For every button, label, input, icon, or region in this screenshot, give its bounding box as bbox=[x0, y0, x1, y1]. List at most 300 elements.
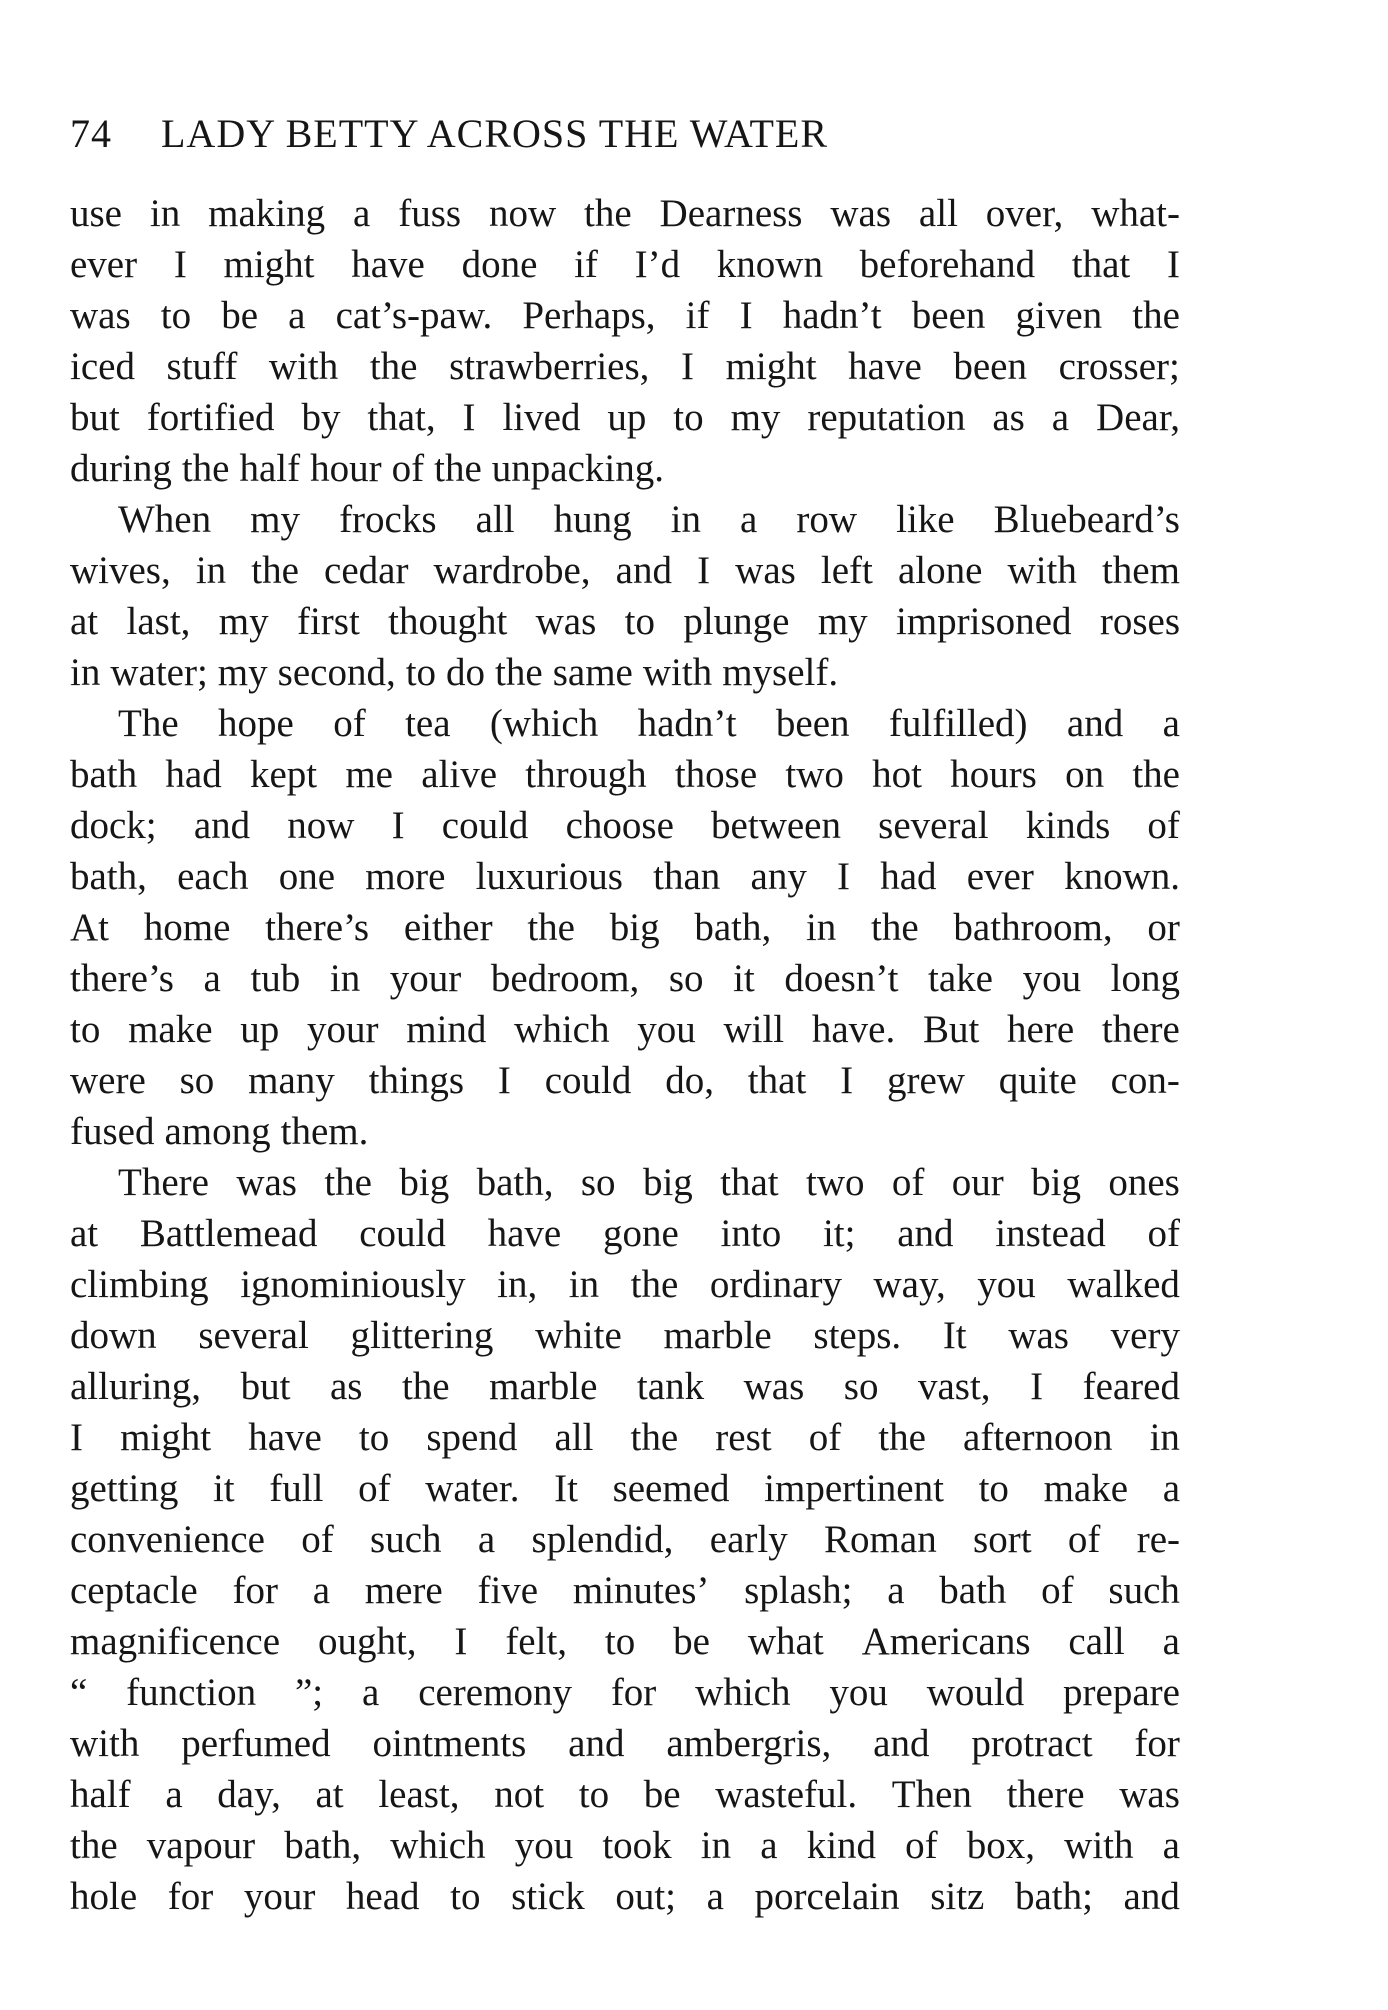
word: any bbox=[750, 855, 807, 898]
word: the bbox=[527, 906, 575, 949]
word: me bbox=[345, 753, 393, 796]
word: you bbox=[637, 1008, 696, 1051]
word: to bbox=[358, 1416, 390, 1459]
word: I bbox=[497, 1059, 511, 1102]
word: day, bbox=[217, 1773, 281, 1816]
word: tea bbox=[405, 702, 451, 745]
word: with bbox=[642, 651, 713, 694]
word: have bbox=[248, 1416, 322, 1459]
text-line bbox=[70, 392, 1180, 443]
word: out; bbox=[615, 1875, 677, 1918]
word: vapour bbox=[146, 1824, 256, 1867]
word: thought bbox=[388, 600, 508, 643]
word: up bbox=[607, 396, 647, 439]
word: big bbox=[642, 1161, 693, 1204]
word: function bbox=[126, 1671, 257, 1714]
word: of bbox=[333, 702, 366, 745]
text-line bbox=[70, 188, 1180, 239]
text-line bbox=[70, 494, 1180, 545]
text-line bbox=[70, 749, 1180, 800]
word: a bbox=[1051, 396, 1070, 439]
word: the bbox=[495, 651, 543, 694]
word: or bbox=[1147, 906, 1180, 949]
word: the bbox=[630, 1416, 679, 1459]
word: Dearness bbox=[659, 192, 803, 235]
word: tub bbox=[250, 957, 301, 1000]
word: afternoon bbox=[963, 1416, 1113, 1459]
word: them bbox=[1101, 549, 1180, 592]
word: quite bbox=[998, 1059, 1077, 1102]
word: in bbox=[700, 1824, 732, 1867]
word: Bluebeard’s bbox=[993, 498, 1180, 541]
word: box, bbox=[966, 1824, 1036, 1867]
text-line bbox=[70, 1463, 1180, 1514]
word: to bbox=[405, 651, 437, 694]
word: there’s bbox=[70, 957, 174, 1000]
word: which bbox=[390, 1824, 486, 1867]
paragraph bbox=[70, 494, 1180, 698]
word: full bbox=[269, 1467, 324, 1510]
word: to bbox=[450, 1875, 481, 1918]
word: for bbox=[232, 1569, 278, 1612]
word: bath bbox=[70, 753, 138, 796]
word: At bbox=[70, 906, 109, 949]
word: of bbox=[358, 1467, 391, 1510]
word: the bbox=[434, 447, 482, 490]
word: bath, bbox=[284, 1824, 362, 1867]
word: beforehand bbox=[859, 243, 1036, 286]
word: in bbox=[1149, 1416, 1180, 1459]
word: with bbox=[70, 1722, 140, 1765]
word: of bbox=[1147, 804, 1180, 847]
word: use bbox=[70, 192, 122, 235]
word: was bbox=[535, 600, 597, 643]
word: I bbox=[462, 396, 476, 439]
word: each bbox=[177, 855, 249, 898]
word: the bbox=[251, 549, 299, 592]
word: splash; bbox=[744, 1569, 853, 1612]
word: so bbox=[580, 1161, 616, 1204]
word: as bbox=[329, 1365, 363, 1408]
word: all bbox=[918, 192, 958, 235]
word: as bbox=[992, 396, 1025, 439]
word: make bbox=[1043, 1467, 1129, 1510]
word: there bbox=[1101, 1008, 1180, 1051]
word: was bbox=[236, 1161, 297, 1204]
word: to bbox=[160, 294, 192, 337]
word: dock; bbox=[70, 804, 157, 847]
word: the bbox=[1132, 753, 1180, 796]
word: with bbox=[268, 345, 339, 388]
paragraph bbox=[70, 1157, 1180, 1922]
word: at bbox=[70, 600, 99, 643]
word: might bbox=[725, 345, 817, 388]
word: of bbox=[1067, 1518, 1101, 1561]
word: unpacking. bbox=[491, 447, 664, 490]
word: big bbox=[399, 1161, 450, 1204]
word: what- bbox=[1091, 192, 1180, 235]
word: of bbox=[391, 447, 425, 490]
word: perfumed bbox=[181, 1722, 331, 1765]
word: climbing bbox=[70, 1263, 209, 1306]
word: ignominiously bbox=[240, 1263, 466, 1306]
word: wives, bbox=[70, 549, 171, 592]
word: for bbox=[1134, 1722, 1180, 1765]
word: make bbox=[128, 1008, 213, 1051]
word: a bbox=[1162, 702, 1180, 745]
word: con- bbox=[1110, 1059, 1180, 1102]
word: them. bbox=[280, 1110, 369, 1153]
word: water; bbox=[110, 651, 208, 694]
word: ambergris, bbox=[666, 1722, 832, 1765]
word: fused bbox=[70, 1110, 155, 1153]
word: on bbox=[1065, 753, 1105, 796]
word: the bbox=[181, 447, 230, 490]
word: those bbox=[674, 753, 758, 796]
word: was bbox=[735, 549, 796, 592]
word: ever bbox=[966, 855, 1034, 898]
word: was bbox=[743, 1365, 805, 1408]
word: in, bbox=[497, 1263, 538, 1306]
word: so bbox=[668, 957, 704, 1000]
word: row bbox=[796, 498, 858, 541]
text-line bbox=[70, 1310, 1180, 1361]
word: my bbox=[217, 651, 268, 694]
word: gone bbox=[602, 1212, 679, 1255]
word: might bbox=[223, 243, 315, 286]
word: It bbox=[554, 1467, 578, 1510]
word: you bbox=[829, 1671, 888, 1714]
word: there’s bbox=[265, 906, 370, 949]
word: in bbox=[805, 906, 837, 949]
word: a bbox=[887, 1569, 905, 1612]
word: have bbox=[351, 243, 425, 286]
word: your bbox=[243, 1875, 316, 1918]
word: of bbox=[301, 1518, 334, 1561]
word: all bbox=[475, 498, 515, 541]
page-number: 74 bbox=[70, 111, 112, 156]
word: you bbox=[1022, 957, 1082, 1000]
word: a bbox=[477, 1518, 496, 1561]
word: left bbox=[820, 549, 873, 592]
text-line bbox=[70, 1718, 1180, 1769]
word: Dear, bbox=[1096, 396, 1180, 439]
text-line bbox=[70, 1208, 1180, 1259]
word: stick bbox=[511, 1875, 585, 1918]
word: wardrobe, bbox=[433, 549, 591, 592]
word: which bbox=[695, 1671, 791, 1714]
word: between bbox=[711, 804, 841, 847]
word: here bbox=[1007, 1008, 1075, 1051]
word: marble bbox=[489, 1365, 598, 1408]
word: and bbox=[897, 1212, 954, 1255]
word: head bbox=[345, 1875, 420, 1918]
word: water. bbox=[425, 1467, 520, 1510]
word: making bbox=[208, 192, 326, 235]
word: be bbox=[643, 1773, 681, 1816]
word: among bbox=[164, 1110, 271, 1153]
word: it bbox=[212, 1467, 235, 1510]
word: in bbox=[149, 192, 181, 235]
word: bath, bbox=[476, 1161, 554, 1204]
word: “ bbox=[70, 1671, 88, 1714]
paragraph bbox=[70, 698, 1180, 1157]
word: way, bbox=[873, 1263, 946, 1306]
word: in bbox=[329, 957, 361, 1000]
word: ordinary bbox=[709, 1263, 842, 1306]
word: first bbox=[296, 600, 360, 643]
word: could bbox=[441, 804, 529, 847]
word: instead bbox=[995, 1212, 1106, 1255]
word: hope bbox=[218, 702, 294, 745]
text-line bbox=[70, 545, 1180, 596]
word: many bbox=[248, 1059, 335, 1102]
word: was bbox=[1008, 1314, 1069, 1357]
word: lived bbox=[502, 396, 581, 439]
word: home bbox=[143, 906, 231, 949]
word: a bbox=[203, 957, 221, 1000]
text-line bbox=[70, 1106, 1180, 1157]
word: reputation bbox=[807, 396, 966, 439]
word: take bbox=[928, 957, 993, 1000]
word: hadn’t bbox=[637, 702, 737, 745]
word: the bbox=[871, 906, 919, 949]
word: such bbox=[1108, 1569, 1180, 1612]
word: your bbox=[389, 957, 462, 1000]
word: of bbox=[1147, 1212, 1180, 1255]
word: you bbox=[514, 1824, 574, 1867]
word: iced bbox=[70, 345, 135, 388]
word: the bbox=[401, 1365, 450, 1408]
word: least, bbox=[378, 1773, 460, 1816]
word: was bbox=[1119, 1773, 1180, 1816]
paragraph bbox=[70, 188, 1180, 494]
word: five bbox=[477, 1569, 539, 1612]
word: I bbox=[1166, 243, 1180, 286]
word: roses bbox=[1099, 600, 1180, 643]
word: in bbox=[568, 1263, 600, 1306]
word: rest bbox=[715, 1416, 772, 1459]
text-line bbox=[70, 1259, 1180, 1310]
word: alluring, bbox=[70, 1365, 202, 1408]
word: to bbox=[978, 1467, 1009, 1510]
word: but bbox=[70, 396, 120, 439]
word: ointments bbox=[372, 1722, 527, 1765]
word: I bbox=[837, 855, 851, 898]
word: prepare bbox=[1063, 1671, 1180, 1714]
text-line bbox=[70, 1769, 1180, 1820]
word: have. bbox=[811, 1008, 896, 1051]
word: one bbox=[278, 855, 336, 898]
word: mind bbox=[406, 1008, 487, 1051]
word: convenience bbox=[70, 1518, 265, 1561]
word: you bbox=[977, 1263, 1036, 1306]
word: was bbox=[830, 192, 892, 235]
word: hours bbox=[950, 753, 1037, 796]
word: imprisoned bbox=[896, 600, 1072, 643]
word: took bbox=[602, 1824, 672, 1867]
word: I bbox=[1030, 1365, 1044, 1408]
word: choose bbox=[565, 804, 674, 847]
word: wasteful. bbox=[715, 1773, 858, 1816]
word: and bbox=[1066, 702, 1124, 745]
word: and bbox=[1123, 1875, 1180, 1918]
word: early bbox=[709, 1518, 788, 1561]
word: a bbox=[1162, 1620, 1180, 1663]
word: Roman bbox=[824, 1518, 937, 1561]
word: white bbox=[535, 1314, 622, 1357]
word: Battlemead bbox=[139, 1212, 318, 1255]
word: been bbox=[911, 294, 986, 337]
text-line bbox=[70, 1820, 1180, 1871]
word: vast, bbox=[917, 1365, 991, 1408]
word: porcelain bbox=[754, 1875, 900, 1918]
word: to bbox=[624, 600, 655, 643]
word: kinds bbox=[1025, 804, 1111, 847]
word: either bbox=[403, 906, 493, 949]
word: the bbox=[630, 1263, 679, 1306]
word: over, bbox=[985, 192, 1064, 235]
word: hadn’t bbox=[782, 294, 882, 337]
word: very bbox=[1110, 1314, 1180, 1357]
word: my bbox=[250, 498, 301, 541]
word: more bbox=[365, 855, 446, 898]
word: fulfilled) bbox=[888, 702, 1028, 745]
word: in bbox=[70, 651, 101, 694]
word: I’d bbox=[634, 243, 681, 286]
word: There bbox=[118, 1161, 209, 1204]
word: it bbox=[733, 957, 755, 1000]
word: I bbox=[454, 1620, 468, 1663]
word: could bbox=[359, 1212, 446, 1255]
word: spend bbox=[426, 1416, 518, 1459]
word: impertinent bbox=[764, 1467, 944, 1510]
word: bath; bbox=[1014, 1875, 1093, 1918]
word: bath, bbox=[694, 906, 772, 949]
word: two bbox=[806, 1161, 865, 1204]
word: ever bbox=[70, 243, 138, 286]
word: several bbox=[878, 804, 989, 847]
word: will bbox=[723, 1008, 785, 1051]
word: sitz bbox=[930, 1875, 985, 1918]
word: all bbox=[554, 1416, 594, 1459]
word: such bbox=[370, 1518, 442, 1561]
text-line bbox=[70, 800, 1180, 851]
word: given bbox=[1015, 294, 1103, 337]
word: I bbox=[70, 1416, 83, 1459]
text-line bbox=[70, 1514, 1180, 1565]
word: hung bbox=[553, 498, 632, 541]
word: at bbox=[315, 1773, 344, 1816]
word: hour bbox=[310, 447, 382, 490]
word: like bbox=[896, 498, 955, 541]
word: and bbox=[873, 1722, 930, 1765]
word: into bbox=[720, 1212, 782, 1255]
word: (which bbox=[489, 702, 599, 745]
word: a bbox=[362, 1671, 380, 1714]
running-head bbox=[70, 104, 1180, 164]
word: up bbox=[240, 1008, 280, 1051]
word: several bbox=[198, 1314, 309, 1357]
word: frocks bbox=[339, 498, 437, 541]
word: have bbox=[487, 1212, 562, 1255]
word: big bbox=[609, 906, 660, 949]
word: fuss bbox=[398, 192, 462, 235]
word: feared bbox=[1082, 1365, 1180, 1408]
word: But bbox=[922, 1008, 980, 1051]
text-line bbox=[70, 1055, 1180, 1106]
word: half bbox=[70, 1773, 131, 1816]
word: of bbox=[891, 1161, 925, 1204]
word: would bbox=[926, 1671, 1025, 1714]
word: was bbox=[70, 294, 131, 337]
word: so bbox=[179, 1059, 215, 1102]
word: the bbox=[1132, 294, 1180, 337]
word: magnificence bbox=[70, 1620, 281, 1663]
word: seemed bbox=[612, 1467, 730, 1510]
word: the bbox=[70, 1824, 118, 1867]
word: ”; bbox=[295, 1671, 324, 1714]
word: I bbox=[173, 243, 187, 286]
word: through bbox=[525, 753, 647, 796]
text-line bbox=[70, 902, 1180, 953]
word: protract bbox=[971, 1722, 1093, 1765]
word: bathroom, bbox=[953, 906, 1113, 949]
word: to bbox=[604, 1620, 636, 1663]
word: my bbox=[817, 600, 868, 643]
text-line bbox=[70, 1616, 1180, 1667]
word: for bbox=[610, 1671, 657, 1714]
word: bedroom, bbox=[490, 957, 640, 1000]
word: a bbox=[165, 1773, 183, 1816]
word: kind bbox=[806, 1824, 877, 1867]
text-line bbox=[70, 647, 1180, 698]
text-line bbox=[70, 341, 1180, 392]
text-line bbox=[70, 1565, 1180, 1616]
word: I bbox=[840, 1059, 854, 1102]
text-line bbox=[70, 443, 1180, 494]
word: in bbox=[195, 549, 227, 592]
word: done bbox=[461, 243, 538, 286]
word: that bbox=[747, 1059, 807, 1102]
word: When bbox=[118, 498, 212, 541]
word: had bbox=[165, 753, 222, 796]
word: than bbox=[653, 855, 721, 898]
word: a bbox=[1162, 1467, 1180, 1510]
text-line bbox=[70, 1004, 1180, 1055]
word: same bbox=[552, 651, 633, 694]
word: down bbox=[70, 1314, 157, 1357]
word: Americans bbox=[861, 1620, 1031, 1663]
word: myself. bbox=[722, 651, 839, 694]
word: with bbox=[1064, 1824, 1134, 1867]
word: things bbox=[368, 1059, 465, 1102]
word: had bbox=[880, 855, 937, 898]
word: I bbox=[391, 804, 405, 847]
word: getting bbox=[70, 1467, 179, 1510]
word: might bbox=[120, 1416, 212, 1459]
word: a bbox=[740, 498, 758, 541]
word: ceptacle bbox=[70, 1569, 198, 1612]
word: for bbox=[167, 1875, 214, 1918]
word: be bbox=[673, 1620, 710, 1663]
word: last, bbox=[126, 600, 191, 643]
word: luxurious bbox=[475, 855, 623, 898]
text-line bbox=[70, 698, 1180, 749]
word: I bbox=[681, 345, 694, 388]
word: now bbox=[488, 192, 557, 235]
word: at bbox=[70, 1212, 99, 1255]
